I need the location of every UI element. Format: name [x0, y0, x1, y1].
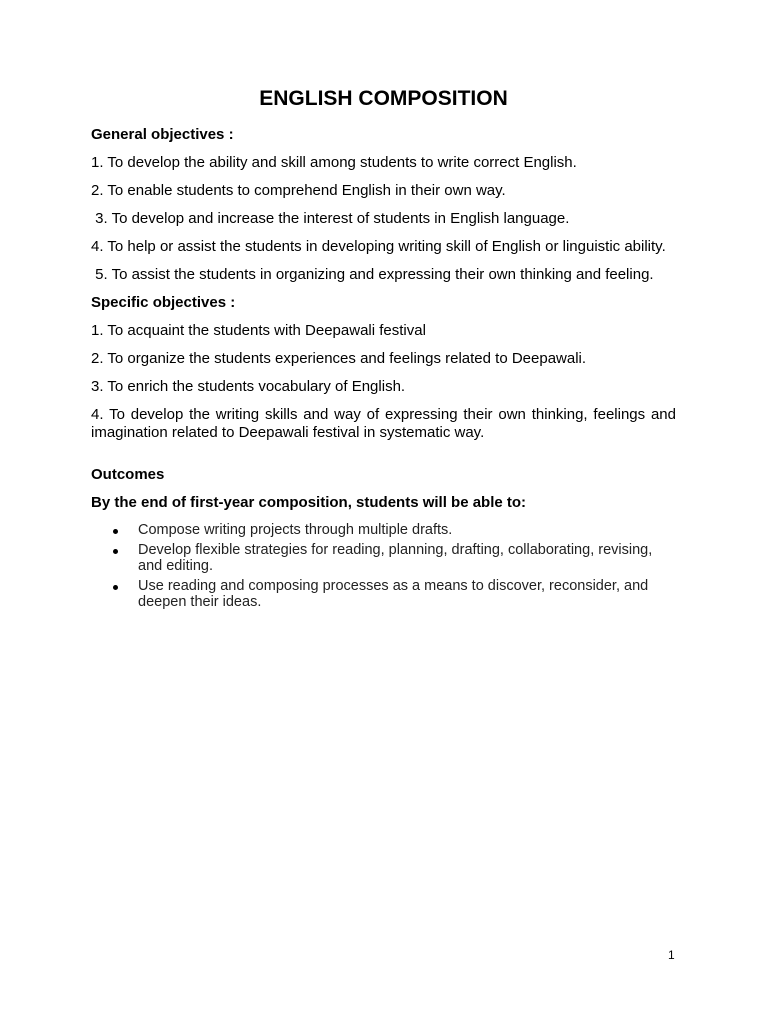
outcomes-subheading: By the end of first-year composition, students will be able to: — [91, 494, 527, 511]
general-objective-1: 1. To develop the ability and skill among students to write correct English. — [91, 154, 577, 171]
bullet-icon — [113, 529, 118, 534]
general-objective-4: 4. To help or assist the students in developing writing skill of English or linguistic ability. — [91, 238, 666, 255]
specific-objectives-section — [91, 294, 676, 442]
document-body — [91, 86, 676, 614]
general-objective-3: 3. To develop and increase the interest of students in English language. — [91, 210, 570, 227]
general-objectives-heading: General objectives : — [91, 126, 234, 143]
bullet-icon — [113, 549, 118, 554]
bullet-icon — [113, 585, 118, 590]
outcomes-heading: Outcomes — [91, 466, 165, 483]
general-objective-2: 2. To enable students to comprehend English in their own way. — [91, 182, 506, 199]
list-item — [91, 522, 676, 538]
specific-objective-3: 3. To enrich the students vocabulary of English. — [91, 378, 406, 395]
outcome-text: Use reading and composing processes as a means to discover, reconsider, and deepen their ideas. — [138, 578, 649, 610]
specific-objective-4: 4. To develop the writing skills and way of expressing their own thinking, feelings and imagination related to Deepawali festival in systematic way. — [91, 406, 676, 441]
specific-objective-1: 1. To acquaint the students with Deepawali festival — [91, 322, 426, 339]
list-item — [91, 542, 676, 574]
general-objectives-section — [91, 126, 676, 284]
outcome-text: Develop flexible strategies for reading, planning, drafting, collaborating, revising, and editing. — [138, 542, 653, 574]
outcomes-list — [91, 522, 676, 610]
outcome-text: Compose writing projects through multiple drafts. — [138, 522, 453, 538]
specific-objective-2: 2. To organize the students experiences and feelings related to Deepawali. — [91, 350, 587, 367]
list-item — [91, 578, 676, 610]
specific-objectives-heading: Specific objectives : — [91, 294, 236, 311]
page-title: ENGLISH COMPOSITION — [259, 87, 508, 110]
outcomes-section — [91, 466, 676, 610]
page-number: 1 — [668, 948, 675, 962]
general-objective-5: 5. To assist the students in organizing and expressing their own thinking and feeling. — [91, 266, 654, 283]
